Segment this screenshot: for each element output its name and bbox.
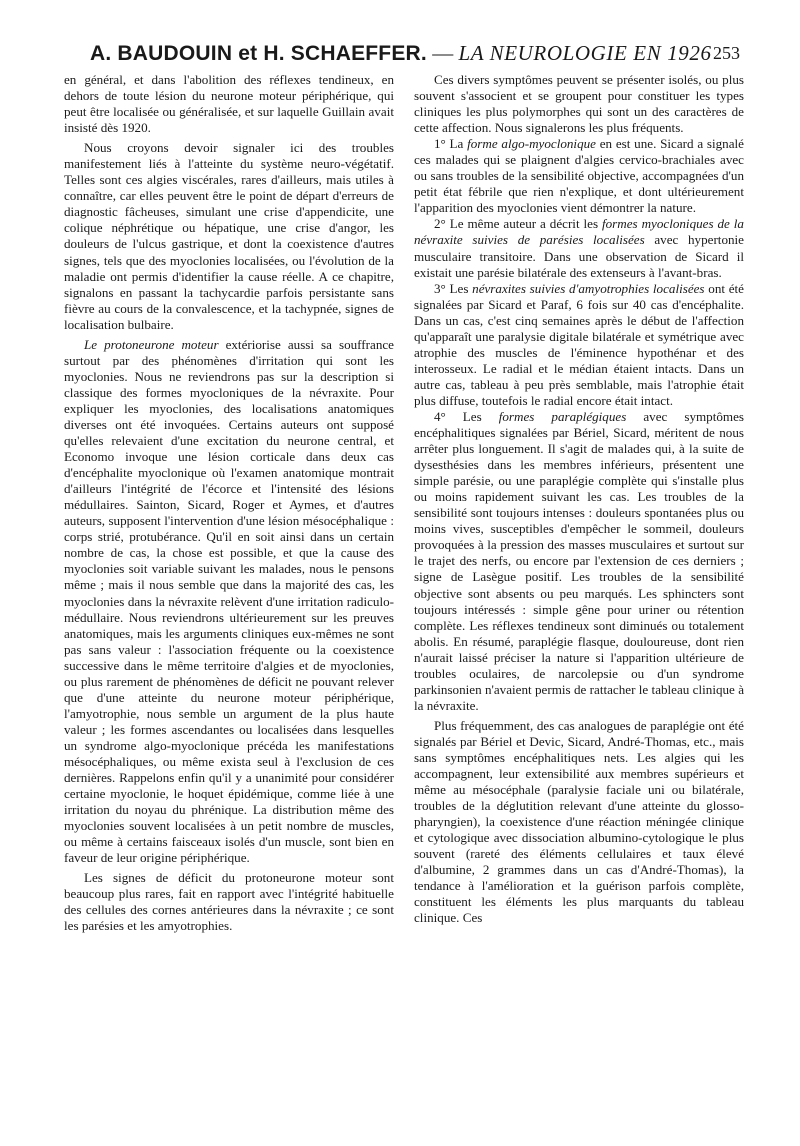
paragraph-prefix: 2° Le même auteur a décrit les	[434, 216, 602, 232]
paragraph-lead-italic: forme algo-myoclonique	[467, 136, 596, 152]
paragraph-text: Les signes de déficit du protoneurone moteur sont beaucoup plus rares, fait en rapport avec l'intégrité habituelle des cellules des cornes antérieures dans la névraxite ; ce sont les parésies et les amyotrophies.	[64, 870, 394, 934]
paragraph-text: Plus fréquemment, des cas analogues de paraplégie ont été signalés par Bériel et Devic, Sicard, André-Thomas, etc., mais sans symptômes encéphalitiques nets. Les algies qui les accompagnent, leur extensibilité aux membres supérieurs et même au mésocéphale (paralysie faciale uni ou bilatérale, troubles de la déglutition relevant d'une atteinte du glosso-pharyngien), la coexistence d'une réaction méningée clinique et cytologique avec dissociation albumino-cytologique le plus souvent (rareté des éléments cellulaires et taux élevé d'albumine, 2 grammes dans un cas d'André-Thomas), la tendance à l'amélioration et la guérison parfois complète, constituent les éléments les plus marquants du tableau clinique. Ces	[414, 717, 744, 926]
paragraph-left-3	[64, 337, 394, 867]
page-number: 253	[713, 43, 740, 63]
paragraph-text: en général, et dans l'abolition des réflexes tendineux, en dehors de toute lésion du neurone moteur périphérique, qui peut être localisée ou généralisée, et sur laquelle Guillain avait insisté dès 1920.	[64, 72, 394, 136]
paragraph-text: Ces divers symptômes peuvent se présenter isolés, ou plus souvent s'associent et se groupent pour constituer les types cliniques les plus polymorphes qui sont un des caractères de cette affection. Nous signalerons les plus fréquents.	[414, 72, 744, 136]
paragraph-left-1	[64, 72, 394, 136]
running-header	[90, 36, 740, 70]
paragraph-right-5	[414, 409, 744, 714]
header-title: LA NEUROLOGIE EN 1926	[458, 41, 712, 65]
paragraph-text: avec hypertonie musculaire transitoire. Dans une observation de Sicard il existait une parésie bilatérale des extenseurs à l'avant-bras.	[414, 232, 744, 280]
paragraph-left-2	[64, 140, 394, 333]
paragraph-prefix: 3° Les	[434, 280, 473, 296]
paragraph-prefix: 1° La	[434, 136, 468, 152]
paragraph-text: ont été signalées par Sicard et Paraf, 6 fois sur 40 cas d'encéphalite. Dans un cas, c'est cinq semaines après le début de l'affection qu'apparaît une paralysie digitale bilatérale et symétrique avec atrophie des muscles de l'éminence hypothénar et des interosseux. Le radial et le médian étaient intacts. Dans un autre cas, tableau à peu près semblable, mais l'atrophie était plus diffuse, toutefois le radial encore était intact.	[414, 280, 744, 408]
paragraph-lead-italic: formes myocloniques de la névraxite suivies de parésies localisées	[414, 216, 744, 248]
left-column	[64, 72, 394, 934]
header-separator: —	[426, 41, 459, 65]
paragraph-lead-italic: névraxites suivies d'amyotrophies localisées	[472, 280, 705, 296]
paragraph-right-4	[414, 281, 744, 409]
paragraph-right-2	[414, 136, 744, 216]
paragraph-left-4	[64, 870, 394, 934]
paragraph-right-3	[414, 216, 744, 280]
paragraph-prefix: 4° Les	[434, 408, 499, 424]
paragraph-text: en est une. Sicard a signalé ces malades qui se plaignent d'algies cervico-brachiales avec ou sans troubles de la sensibilité objective, accompagnées d'un petit état fébrile que rien n'explique, et dont ultérieurement l'apparition des myoclonies vient démontrer la nature.	[414, 136, 744, 216]
paragraph-text: extériorise aussi sa souffrance surtout par des phénomènes d'irritation qui sont les myoclonies. Nous ne reviendrons pas sur la description si classique des formes myocloniques de la névraxite. Pour expliquer les myoclonies, des localisations anatomiques diverses ont été invoquées. Certains auteurs ont supposé qu'elles relevaient d'une excitation du neurone central, et Economo invoque une lésion corticale dans deux cas d'encéphalite myoclonique où l'examen anatomique montrait d'ailleurs l'intégrité de l'écorce et l'intensité des lésions médullaires. Sainton, Sicard, Roger et Aymes, et d'autres auteurs, supposent l'intervention d'une lésion mésocéphalique : corps strié, protubérance. Qu'il en soit ainsi dans un certain nombre de cas, la chose est possible, et que la cause des myoclonies soit variable suivant les malades, nous le pensons même ; mais il nous semble que dans la majorité des cas, les myoclonies dans la névraxite relèvent d'une irritation radiculo-médullaire. Nous reviendrons ultérieurement sur les preuves anatomiques, mais les arguments cliniques eux-mêmes ne sont pas sans valeur : l'association fréquente ou la coexistence successive dans le même territoire d'algies et de myoclonies, ou plus rarement de phénomènes de déficit ne pouvant relever que d'une atteinte du neurone moteur périphérique, l'amyotrophie, nous semble un argument de la plus haute valeur ; les formes ascendantes ou localisées dans lesquelles un syndrome algo-myoclonique précéda les manifestations mésocéphaliques, ou même exista seul à l'exclusion de ces dernières. Rappelons enfin qu'il y a unanimité pour considérer certaine myoclonie, le hoquet épidémique, comme liée à une irritation du noyau du phrénique. La distribution même des myoclonies souvent localisées à un petit nombre de muscles, ou même à certains faisceaux isolés d'un muscle, sont bien en faveur de leur origine périphérique.	[64, 336, 394, 866]
paragraph-text: Nous croyons devoir signaler ici des troubles manifestement liés à l'atteinte du système neuro-végétatif. Telles sont ces algies viscérales, rares d'ailleurs, mais utiles à connaître, car elles peuvent être le point de départ d'erreurs de diagnostic fâcheuses, simulant une crise d'appendicite, une colique néphrétique ou hépatique, une crise d'angor, les douleurs de l'ulcus gastrique, et dont la coexistence d'autres signes, tels que des myoclonies localisées, ou l'évolution de la maladie ont permis d'identifier la cause réelle. A ce chapitre, signalons en passant la tachycardie parfois persistante sans fièvre au cours de la convalescence, et la tachypnée, signes de localisation bulbaire.	[64, 140, 394, 332]
paragraph-text: avec symptômes encéphalitiques signalées par Bériel, Sicard, méritent de nous arrêter plus longuement. Il s'agit de malades qui, à la suite de dysesthésies dans les membres inférieurs, présentent une simple parésie, ou une paraplégie complète qui s'installe plus ou moins rapidement suivant les cas. Les troubles de la sensibilité sont toujours intenses : douleurs spontanées plus ou moins vives, susceptibles d'empêcher le sommeil, douleurs provoquées à la pression des masses musculaires et surtout sur le trajet des nerfs, ou encore par l'extension de ces derniers ; signe de Lasègue positif. Les troubles de la sensibilité objective sont absents ou peu marqués. Les sphincters sont toujours intéressés : simple gêne pour uriner ou rétention complète. Les réflexes tendineux sont diminués ou totalement abolis. En résumé, paraplégie flasque, douloureuse, dont rien n'aurait laissé préciser la nature si l'apparition ultérieure de troubles oculaires, de narcolepsie ou d'un syndrome parkinsonien n'avaient permis de rattacher le tableau clinique à la névraxite.	[414, 408, 744, 713]
right-column	[414, 72, 744, 926]
paragraph-right-1	[414, 72, 744, 136]
header-authors: A. BAUDOUIN et H. SCHAEFFER.	[90, 42, 427, 65]
paragraph-lead-italic: formes paraplégiques	[498, 408, 627, 424]
paragraph-lead-italic: Le protoneurone moteur	[84, 336, 219, 352]
paragraph-right-6	[414, 718, 744, 927]
